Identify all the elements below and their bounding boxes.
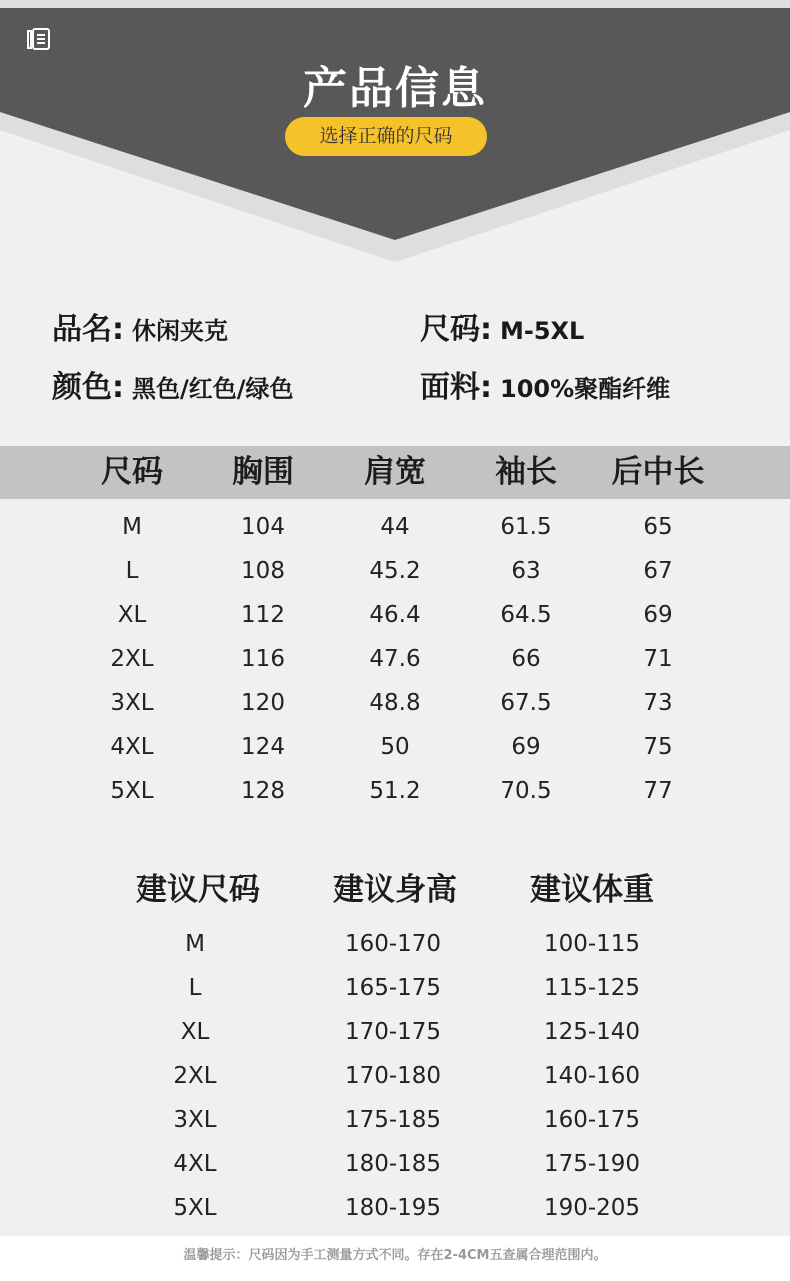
table-cell: XL [117, 602, 147, 628]
product-size-value: M-5XL [500, 317, 585, 345]
table-cell: 45.2 [369, 558, 421, 584]
table-row [0, 637, 790, 681]
table-cell: 128 [241, 778, 285, 804]
size-col-header: 尺码 [101, 454, 163, 490]
table-cell: 47.6 [369, 646, 421, 672]
table-cell: 115-125 [543, 975, 641, 1001]
table-cell: 165-175 [344, 975, 442, 1001]
table-row [0, 725, 790, 769]
back-length-col-header: 后中长 [611, 454, 705, 490]
product-color-label: 颜色 [52, 370, 112, 405]
table-cell: 46.4 [369, 602, 421, 628]
recommend-table [0, 922, 790, 1230]
table-row [0, 1098, 790, 1142]
table-cell: 124 [241, 734, 285, 760]
chest-col-header: 胸围 [232, 454, 294, 490]
table-cell: 77 [643, 778, 673, 804]
table-row [0, 922, 790, 966]
table-cell: 61.5 [500, 514, 552, 540]
table-cell: 2XL [173, 1063, 217, 1089]
table-cell: M [122, 514, 142, 540]
table-cell: 71 [643, 646, 673, 672]
product-size-sep: : [480, 312, 492, 347]
table-cell: 170-180 [344, 1063, 442, 1089]
table-cell: 67.5 [500, 690, 552, 716]
table-cell: 75 [643, 734, 673, 760]
table-cell: 4XL [173, 1151, 217, 1177]
table-cell: 2XL [110, 646, 154, 672]
table-cell: 3XL [173, 1107, 217, 1133]
table-cell: 70.5 [500, 778, 552, 804]
table-cell: L [188, 975, 202, 1001]
table-cell: 125-140 [543, 1019, 641, 1045]
table-cell: 5XL [173, 1195, 217, 1221]
table-row [0, 549, 790, 593]
table-cell: 120 [241, 690, 285, 716]
table-cell: 44 [380, 514, 410, 540]
table-cell: L [125, 558, 139, 584]
choose-size-badge: 选择正确的尺码 [285, 117, 487, 156]
size-table-header [0, 446, 790, 499]
table-cell: 66 [511, 646, 541, 672]
table-cell: 180-185 [344, 1151, 442, 1177]
table-cell: 50 [380, 734, 410, 760]
table-cell: 112 [241, 602, 285, 628]
table-cell: 73 [643, 690, 673, 716]
table-row [0, 1142, 790, 1186]
product-color-row [52, 362, 294, 406]
table-cell: XL [180, 1019, 210, 1045]
menu-icon[interactable] [26, 26, 52, 52]
product-color-sep: : [112, 370, 124, 405]
table-cell: 170-175 [344, 1019, 442, 1045]
product-name-sep: : [112, 312, 124, 347]
table-row [0, 681, 790, 725]
product-fabric-value: 100%聚酯纤维 [500, 375, 671, 403]
product-fabric-label: 面料 [420, 370, 480, 405]
rec-size-col-header: 建议尺码 [136, 872, 260, 908]
table-cell: M [185, 931, 205, 957]
table-cell: 63 [511, 558, 541, 584]
product-color-value: 黑色/红色/绿色 [132, 375, 294, 403]
table-row [0, 1054, 790, 1098]
product-size-label: 尺码 [420, 312, 480, 347]
table-cell: 104 [241, 514, 285, 540]
table-cell: 108 [241, 558, 285, 584]
product-fabric-row [420, 362, 670, 406]
table-row [0, 966, 790, 1010]
sleeve-col-header: 袖长 [495, 454, 557, 490]
table-cell: 175-185 [344, 1107, 442, 1133]
product-name-label: 品名 [52, 312, 112, 347]
table-cell: 51.2 [369, 778, 421, 804]
table-cell: 3XL [110, 690, 154, 716]
table-cell: 4XL [110, 734, 154, 760]
table-cell: 140-160 [543, 1063, 641, 1089]
product-size-row [420, 304, 584, 348]
rec-height-col-header: 建议身高 [333, 872, 457, 908]
table-cell: 175-190 [543, 1151, 641, 1177]
table-row [0, 769, 790, 813]
table-cell: 160-170 [344, 931, 442, 957]
table-cell: 48.8 [369, 690, 421, 716]
product-name-row [52, 304, 228, 348]
table-cell: 67 [643, 558, 673, 584]
product-name-value: 休闲夹克 [132, 317, 228, 345]
table-cell: 69 [643, 602, 673, 628]
table-row [0, 1186, 790, 1230]
footer-note: 温馨提示：尺码因为手工测量方式不同。存在2-4CM五查属合理范围内。 [183, 1248, 607, 1263]
size-table [0, 505, 790, 813]
shoulder-col-header: 肩宽 [364, 454, 426, 490]
table-cell: 69 [511, 734, 541, 760]
table-row [0, 1010, 790, 1054]
table-cell: 190-205 [543, 1195, 641, 1221]
table-cell: 160-175 [543, 1107, 641, 1133]
rec-weight-col-header: 建议体重 [530, 872, 654, 908]
recommend-table-header [0, 866, 790, 914]
table-row [0, 593, 790, 637]
product-fabric-sep: : [480, 370, 492, 405]
table-row [0, 505, 790, 549]
table-cell: 100-115 [543, 931, 641, 957]
table-cell: 64.5 [500, 602, 552, 628]
table-cell: 65 [643, 514, 673, 540]
page-title: 产品信息 [303, 63, 487, 114]
table-cell: 116 [241, 646, 285, 672]
table-cell: 5XL [110, 778, 154, 804]
table-cell: 180-195 [344, 1195, 442, 1221]
